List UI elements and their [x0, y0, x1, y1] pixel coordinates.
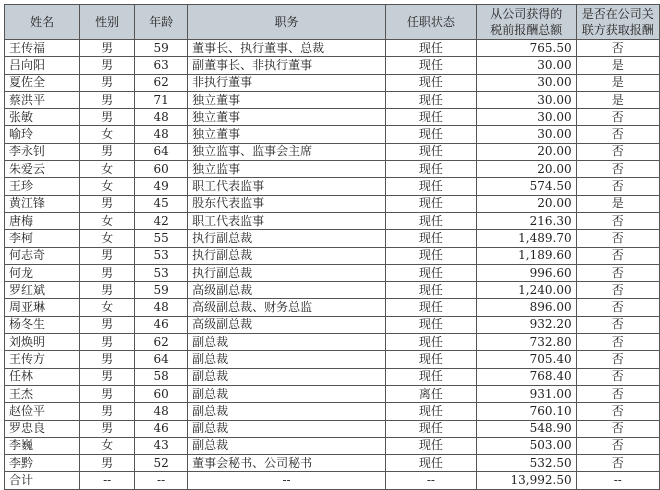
cell-position: 高级副总裁、财务总监	[188, 299, 386, 316]
cell-position: 独立监事	[188, 161, 386, 178]
cell-related-party-pay: 否	[576, 282, 659, 299]
cell-name: 朱爱云	[5, 161, 80, 178]
cell-status: 现任	[385, 247, 476, 264]
table-row	[5, 264, 660, 281]
cell-status: 现任	[385, 40, 476, 57]
cell-name: 周亚琳	[5, 299, 80, 316]
total-related: --	[576, 472, 659, 489]
table-row	[5, 40, 660, 57]
cell-related-party-pay: 是	[576, 74, 659, 91]
cell-status: 现任	[385, 109, 476, 126]
cell-status: 现任	[385, 282, 476, 299]
header-pretax-pay	[476, 5, 576, 40]
cell-status: 现任	[385, 316, 476, 333]
cell-position: 股东代表监事	[188, 195, 386, 212]
cell-pretax-pay: 20.00	[476, 161, 576, 178]
table-row	[5, 195, 660, 212]
table-row	[5, 126, 660, 143]
compensation-table-wrapper	[4, 4, 660, 490]
cell-status: 现任	[385, 91, 476, 108]
cell-status: 现任	[385, 299, 476, 316]
header-row	[5, 5, 660, 40]
cell-related-party-pay: 否	[576, 368, 659, 385]
total-row	[5, 472, 660, 489]
cell-pretax-pay: 1,189.60	[476, 247, 576, 264]
cell-status: 现任	[385, 178, 476, 195]
cell-pretax-pay: 30.00	[476, 109, 576, 126]
cell-pretax-pay: 765.50	[476, 40, 576, 57]
cell-status: 现任	[385, 264, 476, 281]
table-row	[5, 334, 660, 351]
table-row	[5, 403, 660, 420]
cell-position: 执行副总裁	[188, 247, 386, 264]
table-row	[5, 368, 660, 385]
cell-age: 48	[135, 299, 188, 316]
cell-age: 48	[135, 109, 188, 126]
cell-name: 吕向阳	[5, 57, 80, 74]
header-name: 姓名	[5, 5, 80, 40]
header-pay-line-2: 税前报酬总额	[490, 23, 563, 37]
table-row	[5, 420, 660, 437]
cell-related-party-pay: 否	[576, 126, 659, 143]
cell-gender: 男	[80, 282, 135, 299]
cell-pretax-pay: 705.40	[476, 351, 576, 368]
cell-name: 何龙	[5, 264, 80, 281]
table-row	[5, 161, 660, 178]
table-row	[5, 455, 660, 472]
cell-pretax-pay: 896.00	[476, 299, 576, 316]
cell-age: 52	[135, 455, 188, 472]
table-row	[5, 230, 660, 247]
cell-status: 现任	[385, 57, 476, 74]
cell-status: 现任	[385, 420, 476, 437]
cell-position: 独立董事	[188, 109, 386, 126]
total-gender: --	[80, 472, 135, 489]
cell-gender: 男	[80, 57, 135, 74]
cell-related-party-pay: 否	[576, 178, 659, 195]
cell-name: 王传福	[5, 40, 80, 57]
cell-position: 执行副总裁	[188, 230, 386, 247]
cell-position: 独立董事	[188, 126, 386, 143]
cell-related-party-pay: 否	[576, 455, 659, 472]
cell-position: 执行副总裁	[188, 264, 386, 281]
total-age: --	[135, 472, 188, 489]
cell-name: 王传方	[5, 351, 80, 368]
compensation-table	[4, 4, 660, 490]
total-position: --	[188, 472, 386, 489]
cell-name: 何志奇	[5, 247, 80, 264]
table-row	[5, 385, 660, 402]
cell-pretax-pay: 996.60	[476, 264, 576, 281]
cell-pretax-pay: 20.00	[476, 143, 576, 160]
cell-related-party-pay: 否	[576, 109, 659, 126]
cell-status: 离任	[385, 385, 476, 402]
cell-name: 任林	[5, 368, 80, 385]
cell-name: 刘焕明	[5, 334, 80, 351]
cell-name: 张敏	[5, 109, 80, 126]
cell-pretax-pay: 1,489.70	[476, 230, 576, 247]
cell-age: 59	[135, 40, 188, 57]
cell-position: 独立监事、监事会主席	[188, 143, 386, 160]
cell-gender: 男	[80, 316, 135, 333]
table-row	[5, 109, 660, 126]
header-pay-line-1: 从公司获得的	[490, 7, 563, 21]
cell-gender: 男	[80, 91, 135, 108]
cell-age: 71	[135, 91, 188, 108]
cell-pretax-pay: 532.50	[476, 455, 576, 472]
header-related-line-1: 是否在公司关	[581, 7, 654, 21]
cell-related-party-pay: 否	[576, 334, 659, 351]
table-row	[5, 247, 660, 264]
cell-related-party-pay: 否	[576, 264, 659, 281]
cell-position: 职工代表监事	[188, 178, 386, 195]
table-row	[5, 299, 660, 316]
cell-name: 王珍	[5, 178, 80, 195]
table-row	[5, 178, 660, 195]
cell-pretax-pay: 30.00	[476, 57, 576, 74]
cell-related-party-pay: 否	[576, 316, 659, 333]
cell-position: 副总裁	[188, 385, 386, 402]
cell-related-party-pay: 是	[576, 91, 659, 108]
cell-gender: 男	[80, 334, 135, 351]
cell-age: 49	[135, 178, 188, 195]
table-row	[5, 316, 660, 333]
cell-related-party-pay: 否	[576, 143, 659, 160]
cell-name: 蔡洪平	[5, 91, 80, 108]
cell-age: 45	[135, 195, 188, 212]
cell-age: 42	[135, 212, 188, 229]
cell-pretax-pay: 30.00	[476, 126, 576, 143]
cell-position: 副总裁	[188, 437, 386, 454]
table-row	[5, 91, 660, 108]
cell-related-party-pay: 否	[576, 161, 659, 178]
cell-related-party-pay: 否	[576, 299, 659, 316]
table-row	[5, 437, 660, 454]
cell-pretax-pay: 216.30	[476, 212, 576, 229]
cell-gender: 女	[80, 437, 135, 454]
table-row	[5, 282, 660, 299]
cell-position: 董事会秘书、公司秘书	[188, 455, 386, 472]
cell-gender: 男	[80, 403, 135, 420]
cell-gender: 女	[80, 212, 135, 229]
header-gender: 性别	[80, 5, 135, 40]
table-row	[5, 143, 660, 160]
cell-pretax-pay: 30.00	[476, 91, 576, 108]
cell-age: 64	[135, 351, 188, 368]
cell-age: 55	[135, 230, 188, 247]
cell-related-party-pay: 否	[576, 403, 659, 420]
cell-pretax-pay: 768.40	[476, 368, 576, 385]
total-status: --	[385, 472, 476, 489]
cell-gender: 男	[80, 195, 135, 212]
cell-position: 职工代表监事	[188, 212, 386, 229]
cell-status: 现任	[385, 74, 476, 91]
cell-gender: 男	[80, 40, 135, 57]
cell-age: 46	[135, 420, 188, 437]
cell-name: 喻玲	[5, 126, 80, 143]
cell-related-party-pay: 否	[576, 385, 659, 402]
cell-age: 63	[135, 57, 188, 74]
cell-name: 夏佐全	[5, 74, 80, 91]
cell-age: 58	[135, 368, 188, 385]
table-row	[5, 351, 660, 368]
cell-position: 高级副总裁	[188, 316, 386, 333]
header-position: 职务	[188, 5, 386, 40]
cell-related-party-pay: 否	[576, 230, 659, 247]
header-related-party-pay	[576, 5, 659, 40]
cell-age: 62	[135, 74, 188, 91]
cell-position: 董事长、执行董事、总裁	[188, 40, 386, 57]
cell-name: 罗红斌	[5, 282, 80, 299]
table-row	[5, 74, 660, 91]
cell-status: 现任	[385, 212, 476, 229]
cell-gender: 男	[80, 420, 135, 437]
total-label: 合计	[5, 472, 80, 489]
header-related-line-2: 联方获取报酬	[581, 23, 654, 37]
cell-position: 副董事长、非执行董事	[188, 57, 386, 74]
cell-age: 59	[135, 282, 188, 299]
cell-gender: 男	[80, 455, 135, 472]
cell-status: 现任	[385, 230, 476, 247]
cell-related-party-pay: 是	[576, 57, 659, 74]
cell-age: 48	[135, 126, 188, 143]
cell-age: 53	[135, 247, 188, 264]
cell-gender: 女	[80, 161, 135, 178]
cell-age: 53	[135, 264, 188, 281]
cell-name: 李黔	[5, 455, 80, 472]
cell-status: 现任	[385, 437, 476, 454]
cell-name: 王杰	[5, 385, 80, 402]
cell-age: 48	[135, 403, 188, 420]
cell-age: 62	[135, 334, 188, 351]
total-pay: 13,992.50	[476, 472, 576, 489]
cell-name: 李柯	[5, 230, 80, 247]
cell-name: 唐梅	[5, 212, 80, 229]
table-header	[5, 5, 660, 40]
cell-gender: 男	[80, 264, 135, 281]
cell-pretax-pay: 574.50	[476, 178, 576, 195]
cell-position: 非执行董事	[188, 74, 386, 91]
cell-related-party-pay: 否	[576, 40, 659, 57]
cell-related-party-pay: 否	[576, 212, 659, 229]
cell-position: 独立董事	[188, 91, 386, 108]
cell-position: 副总裁	[188, 403, 386, 420]
cell-gender: 女	[80, 126, 135, 143]
cell-name: 杨冬生	[5, 316, 80, 333]
cell-status: 现任	[385, 143, 476, 160]
cell-age: 60	[135, 161, 188, 178]
table-row	[5, 57, 660, 74]
cell-position: 副总裁	[188, 420, 386, 437]
cell-status: 现任	[385, 195, 476, 212]
header-status: 任职状态	[385, 5, 476, 40]
cell-pretax-pay: 932.20	[476, 316, 576, 333]
cell-pretax-pay: 732.80	[476, 334, 576, 351]
cell-gender: 女	[80, 178, 135, 195]
cell-gender: 男	[80, 385, 135, 402]
cell-status: 现任	[385, 334, 476, 351]
cell-name: 李巍	[5, 437, 80, 454]
cell-pretax-pay: 20.00	[476, 195, 576, 212]
cell-name: 李永钊	[5, 143, 80, 160]
cell-position: 高级副总裁	[188, 282, 386, 299]
cell-age: 46	[135, 316, 188, 333]
cell-related-party-pay: 否	[576, 247, 659, 264]
cell-age: 43	[135, 437, 188, 454]
cell-gender: 男	[80, 109, 135, 126]
cell-name: 罗忠良	[5, 420, 80, 437]
cell-status: 现任	[385, 368, 476, 385]
cell-name: 赵俭平	[5, 403, 80, 420]
cell-age: 64	[135, 143, 188, 160]
cell-gender: 男	[80, 368, 135, 385]
cell-gender: 男	[80, 143, 135, 160]
cell-pretax-pay: 503.00	[476, 437, 576, 454]
cell-gender: 女	[80, 299, 135, 316]
cell-gender: 男	[80, 351, 135, 368]
cell-status: 现任	[385, 126, 476, 143]
cell-related-party-pay: 否	[576, 437, 659, 454]
cell-related-party-pay: 否	[576, 420, 659, 437]
cell-pretax-pay: 548.90	[476, 420, 576, 437]
cell-pretax-pay: 760.10	[476, 403, 576, 420]
cell-position: 副总裁	[188, 368, 386, 385]
cell-position: 副总裁	[188, 351, 386, 368]
cell-status: 现任	[385, 351, 476, 368]
table-row	[5, 212, 660, 229]
cell-pretax-pay: 1,240.00	[476, 282, 576, 299]
cell-pretax-pay: 30.00	[476, 74, 576, 91]
cell-position: 副总裁	[188, 334, 386, 351]
cell-gender: 女	[80, 230, 135, 247]
table-footer	[5, 472, 660, 489]
cell-related-party-pay: 是	[576, 195, 659, 212]
cell-status: 现任	[385, 455, 476, 472]
table-body	[5, 40, 660, 472]
cell-gender: 男	[80, 74, 135, 91]
cell-age: 60	[135, 385, 188, 402]
cell-name: 黄江锋	[5, 195, 80, 212]
cell-gender: 男	[80, 247, 135, 264]
header-age: 年龄	[135, 5, 188, 40]
cell-status: 现任	[385, 403, 476, 420]
cell-related-party-pay: 否	[576, 351, 659, 368]
cell-pretax-pay: 931.00	[476, 385, 576, 402]
cell-status: 现任	[385, 161, 476, 178]
